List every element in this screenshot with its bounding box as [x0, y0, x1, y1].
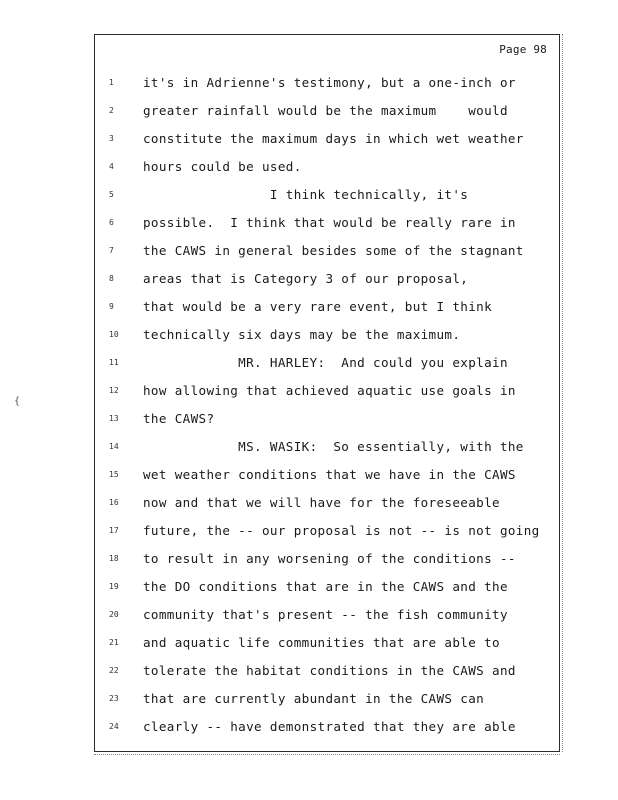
line-number: 4 — [109, 162, 114, 171]
line-text: tolerate the habitat conditions in the CAWS and — [143, 663, 516, 678]
line-number: 14 — [109, 442, 119, 451]
line-number: 22 — [109, 666, 119, 675]
transcript-line — [95, 713, 559, 741]
line-text: I think technically, it's — [143, 187, 469, 202]
transcript-line — [95, 69, 559, 97]
transcript-line — [95, 153, 559, 181]
line-text: community that's present -- the fish community — [143, 607, 508, 622]
line-number: 20 — [109, 610, 119, 619]
line-text: that would be a very rare event, but I think — [143, 299, 493, 314]
line-text: future, the -- our proposal is not -- is not going — [143, 523, 540, 538]
line-text: MS. WASIK: So essentially, with the — [143, 439, 524, 454]
line-number: 17 — [109, 526, 119, 535]
margin-bracket-mark: { — [14, 396, 21, 407]
transcript-line — [95, 209, 559, 237]
line-text: the CAWS? — [143, 411, 215, 426]
line-text: clearly -- have demonstrated that they are able — [143, 719, 516, 734]
line-text: technically six days may be the maximum. — [143, 327, 461, 342]
transcript-line — [95, 377, 559, 405]
line-number: 23 — [109, 694, 119, 703]
transcript-line — [95, 293, 559, 321]
line-number: 12 — [109, 386, 119, 395]
line-text: constitute the maximum days in which wet weather — [143, 131, 524, 146]
transcript-line — [95, 573, 559, 601]
transcript-line — [95, 237, 559, 265]
line-text: how allowing that achieved aquatic use goals in — [143, 383, 516, 398]
line-number: 1 — [109, 78, 114, 87]
line-number: 19 — [109, 582, 119, 591]
transcript-line — [95, 461, 559, 489]
page-edge-right — [562, 34, 564, 752]
line-number: 24 — [109, 722, 119, 731]
line-number: 13 — [109, 414, 119, 423]
transcript-line — [95, 685, 559, 713]
line-number: 11 — [109, 358, 119, 367]
line-text: the DO conditions that are in the CAWS and the — [143, 579, 508, 594]
line-number: 5 — [109, 190, 114, 199]
transcript-line — [95, 125, 559, 153]
line-text: now and that we will have for the foreseeable — [143, 495, 500, 510]
transcript-line — [95, 265, 559, 293]
page-edge-bottom — [94, 754, 560, 756]
line-number: 9 — [109, 302, 114, 311]
transcript-line — [95, 321, 559, 349]
line-number: 7 — [109, 246, 114, 255]
line-text: it's in Adrienne's testimony, but a one-inch or — [143, 75, 516, 90]
line-text: MR. HARLEY: And could you explain — [143, 355, 508, 370]
line-text: possible. I think that would be really rare in — [143, 215, 516, 230]
line-number: 8 — [109, 274, 114, 283]
line-text: areas that is Category 3 of our proposal, — [143, 271, 469, 286]
transcript-line — [95, 489, 559, 517]
line-number: 15 — [109, 470, 119, 479]
transcript-line — [95, 97, 559, 125]
transcript-line — [95, 629, 559, 657]
line-text: greater rainfall would be the maximum would — [143, 103, 508, 118]
line-text: that are currently abundant in the CAWS can — [143, 691, 485, 706]
transcript-line — [95, 657, 559, 685]
transcript-line — [95, 349, 559, 377]
line-number: 21 — [109, 638, 119, 647]
line-text: wet weather conditions that we have in the CAWS — [143, 467, 516, 482]
line-number: 10 — [109, 330, 119, 339]
line-number: 18 — [109, 554, 119, 563]
transcript-line — [95, 545, 559, 573]
line-text: to result in any worsening of the conditions -- — [143, 551, 516, 566]
line-text: the CAWS in general besides some of the stagnant — [143, 243, 524, 258]
transcript-line — [95, 181, 559, 209]
transcript-line — [95, 433, 559, 461]
line-number: 3 — [109, 134, 114, 143]
line-number: 6 — [109, 218, 114, 227]
transcript-line — [95, 405, 559, 433]
line-number: 16 — [109, 498, 119, 507]
page-number: Page 98 — [499, 43, 547, 56]
transcript-line — [95, 601, 559, 629]
line-text: and aquatic life communities that are able to — [143, 635, 500, 650]
transcript-page — [94, 34, 560, 752]
transcript-line — [95, 517, 559, 545]
line-text: hours could be used. — [143, 159, 302, 174]
line-number: 2 — [109, 106, 114, 115]
